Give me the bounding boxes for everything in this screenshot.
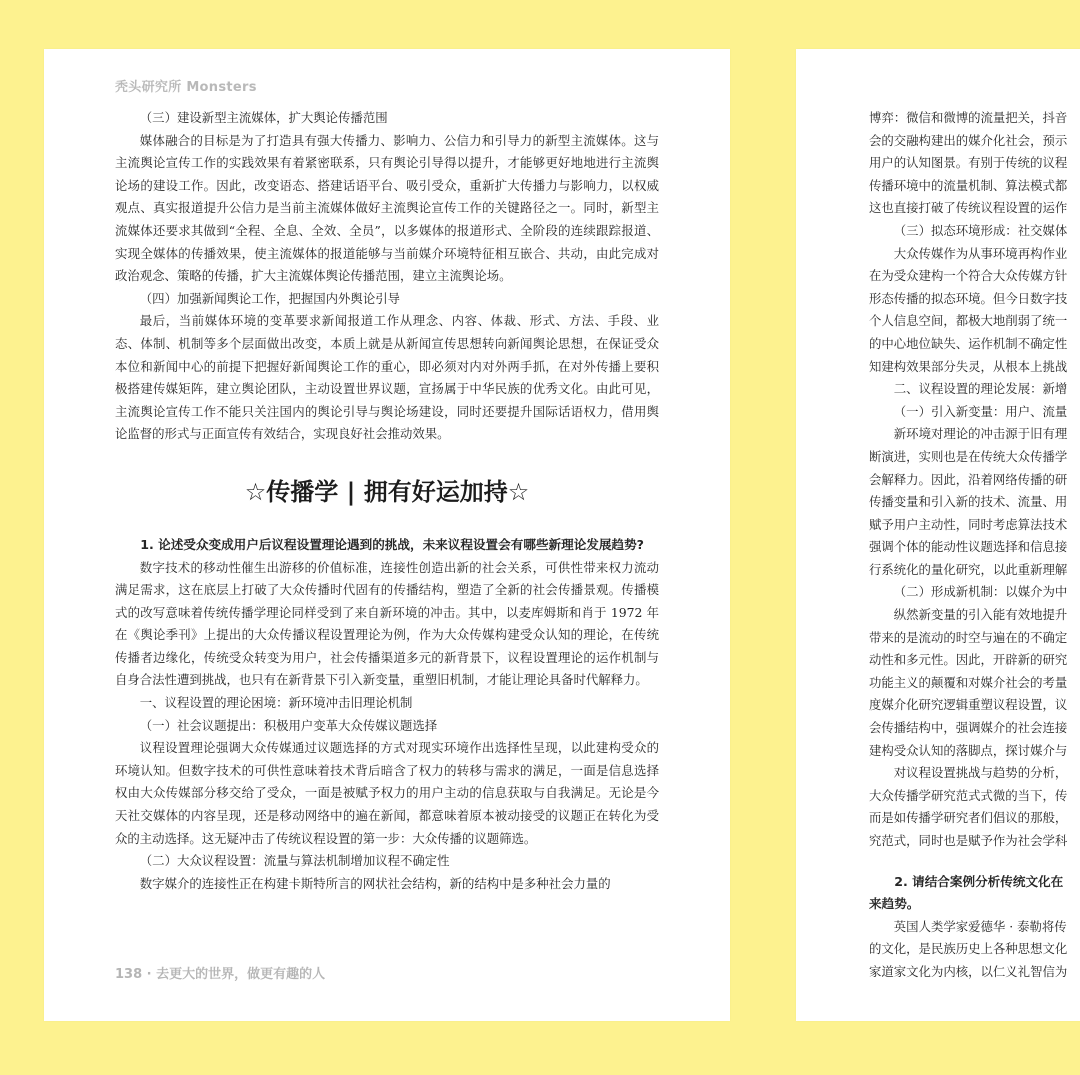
text-line: 会解释力。因此，沿着网络传播的研 bbox=[869, 471, 1068, 487]
paragraph: 数字技术的移动性催生出游移的价值标准，连接性创造出新的社会关系，可供性带来权力流动满足需求，这在底层上打破了大众传播时代固有的传播结构，塑造了全新的社会传播景观。传播模式的改写意味着传统传播学理论同样受到了来自新环境的冲击。其中，以麦库姆斯和肖于 1972 年在《舆论季刊》上提出的大众传播议程设置理论为例，作为大众传媒构建受众认知的理论，在传统传播者边缘化，传统受众转变为用户，社会传播渠道多元的新背景下，议程设置理论的运作机制与自身合法性遭到挑战，也只有在新背景下引入新变量，重塑旧机制，才能让理论具备时代解释力。 bbox=[115, 559, 659, 688]
text-line: 传播环境中的流量机制、算法模式都 bbox=[869, 177, 1068, 193]
text-line: 行系统化的量化研究，以此重新理解 bbox=[869, 561, 1068, 577]
text-line: 会传播结构中，强调媒介的社会连接 bbox=[869, 720, 1068, 736]
subsection-heading: （一）引入新变量：用户、流量 bbox=[893, 403, 1068, 419]
text-line: 大众传媒作为从事环境再构作业 bbox=[893, 245, 1068, 261]
page-footer: 138 · 去更大的世界，做更有趣的人 bbox=[115, 967, 326, 982]
subsection-heading: （二）形成新机制：以媒介为中 bbox=[893, 584, 1068, 600]
text-line: 英国人类学家爱德华 · 泰勒将传 bbox=[893, 918, 1067, 934]
text-line: 个人信息空间，都极大地削弱了统一 bbox=[869, 313, 1068, 329]
text-line: 新环境对理论的冲击源于旧有理 bbox=[893, 426, 1068, 442]
section-heading: （三）拟态环境形成：社交媒体 bbox=[893, 222, 1068, 238]
question-heading-cont: 来趋势。 bbox=[869, 896, 920, 912]
section-heading: （三）建设新型主流媒体，扩大舆论传播范围 bbox=[139, 110, 388, 125]
text-line: 大众传播学研究范式式微的当下，传 bbox=[869, 787, 1068, 803]
section-heading: （四）加强新闻舆论工作，把握国内外舆论引导 bbox=[139, 290, 400, 306]
text-line: 动性和多元性。因此，开辟新的研究 bbox=[869, 652, 1068, 668]
paragraph: 最后，当前媒体环境的变革要求新闻报道工作从理念、内容、体裁、形式、方法、手段、业态、体制、机制等多个层面做出改变，本质上就是从新闻宣传思想转向新闻舆论思想，在保证受众本位和新闻中心的前提下把握好新闻舆论工作的重心，即必须对内对外两手抓，在对外传播上要积极搭建传媒矩阵，建立舆论团队，主动设置世界议题，宣扬属于中华民族的优秀文化。由此可见，主流舆论宣传工作不能只关注国内的舆论引导与舆论场建设，同时还要提升国际话语权力，借用舆论监督的形式与正面宣传有效结合，实现良好社会推动效果。 bbox=[115, 313, 659, 442]
text-line: 功能主义的颠覆和对媒介社会的考量 bbox=[869, 674, 1068, 690]
left-page bbox=[44, 49, 730, 1021]
text-line: 究范式，同时也是赋予作为社会学科 bbox=[869, 833, 1068, 848]
paragraph: 媒体融合的目标是为了打造具有强大传播力、影响力、公信力和引导力的新型主流媒体。这与主流舆论宣传工作的实践效果有着紧密联系，只有舆论引导得以提升，才能够更好地地进行主流舆论场的建设工作。因此，改变语态、搭建话语平台、吸引受众，重新扩大传播力与影响力，以权威观点、真实报道提升公信力是当前主流媒体做好主流舆论宣传工作的关键路径之一。同时，新型主流媒体还要求其做到“全程、全息、全效、全员”，以多媒体的报道形式、全阶段的连续跟踪报道、实现全媒体的传播效果，使主流媒体的报道能够与当前媒介环境特征相互嵌合、共动，由此完成对政治观念、策略的传播，扩大主流媒体舆论传播范围，建立主流舆论场。 bbox=[115, 132, 659, 284]
question-heading: 1. 论述受众变成用户后议程设置理论遇到的挑战，未来议程设置会有哪些新理论发展趋势? bbox=[140, 536, 644, 552]
text-line: 带来的是流动的时空与遍在的不确定 bbox=[869, 629, 1068, 645]
running-head: 秃头研究所 Monsters bbox=[115, 80, 257, 95]
chapter-banner: ☆传播学 | 拥有好运加持☆ bbox=[244, 477, 530, 506]
text-line: 形态传播的拟态环境。但今日数字技 bbox=[869, 290, 1068, 306]
text-line: 的中心地位缺失、运作机制不确定性 bbox=[869, 335, 1068, 351]
text-line: 家道家文化为内核，以仁义礼智信为 bbox=[869, 963, 1068, 979]
paragraph: 议程设置理论强调大众传媒通过议题选择的方式对现实环境作出选择性呈现，以此建构受众的环境认知。但数字技术的可供性意味着技术背后暗含了权力的转移与需求的满足，一面是信息选择权由大众传媒部分移交给了受众，一面是被赋予权力的用户主动的信息获取与自我满足。无论是今天社交媒体的内容呈现，还是移动网络中的遍在新闻，都意味着原本被动接受的议题正在转化为受众的主动选择。这无疑冲击了传统议程设置的第一步：大众传播的议题筛选。 bbox=[115, 740, 659, 846]
text-line: 纵然新变量的引入能有效地提升 bbox=[893, 607, 1068, 623]
section-heading: 一、议程设置的理论困境：新环境冲击旧理论机制 bbox=[139, 695, 413, 711]
text-line: 对议程设置挑战与趋势的分析， bbox=[893, 765, 1068, 781]
text-line: 知建构效果部分失灵，从根本上挑战 bbox=[869, 358, 1068, 374]
subsection-heading: （一）社会议题提出：积极用户变革大众传媒议题选择 bbox=[139, 717, 438, 733]
text-line: 的文化，是民族历史上各种思想文化 bbox=[869, 941, 1068, 957]
text-line: 这也直接打破了传统议程设置的运作 bbox=[869, 200, 1068, 216]
section-heading: 二、议程设置的理论发展：新增 bbox=[893, 381, 1068, 397]
spacer bbox=[869, 853, 1080, 871]
text-line: 用户的认知图景。有别于传统的议程 bbox=[869, 155, 1068, 171]
left-body bbox=[115, 107, 659, 895]
text-line: 会的交融构建出的媒介化社会，预示 bbox=[869, 132, 1068, 148]
subsection-heading: （二）大众议程设置：流量与算法机制增加议程不确定性 bbox=[139, 853, 450, 869]
right-page bbox=[796, 49, 1080, 1021]
right-body bbox=[869, 107, 1080, 984]
text-line: 断演进，实则也是在传统大众传播学 bbox=[869, 448, 1068, 464]
text-line: 在为受众建构一个符合大众传媒方针 bbox=[869, 268, 1068, 284]
text-line: 度媒介化研究逻辑重塑议程设置，议 bbox=[869, 697, 1068, 713]
text-line: 博弈：微信和微博的流量把关，抖音 bbox=[869, 110, 1068, 125]
text-line: 建构受众认知的落脚点，探讨媒介与 bbox=[869, 742, 1068, 758]
text-line: 传播变量和引入新的技术、流量、用 bbox=[869, 494, 1068, 510]
question-heading: 2. 请结合案例分析传统文化在 bbox=[894, 873, 1064, 889]
paragraph: 数字媒介的连接性正在构建卡斯特所言的网状社会结构，新的结构中是多种社会力量的 bbox=[139, 875, 611, 891]
text-line: 而是如传播学研究者们倡议的那般， bbox=[869, 810, 1068, 826]
text-line: 赋予用户主动性，同时考虑算法技术 bbox=[869, 516, 1068, 532]
text-line: 强调个体的能动性议题选择和信息接 bbox=[869, 539, 1068, 555]
